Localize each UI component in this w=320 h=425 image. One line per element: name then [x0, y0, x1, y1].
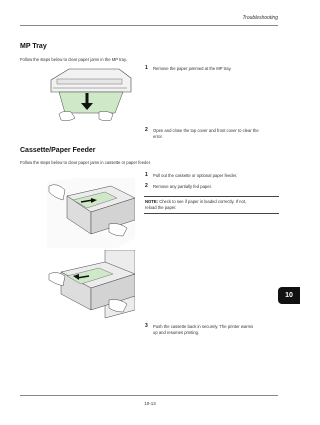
note-bottom-rule: [144, 213, 279, 214]
paper-feeder-figure: [47, 250, 135, 318]
mp-step-1-number: 1: [145, 65, 148, 71]
mp-tray-intro: Follow the steps below to clear paper jams in the MP tray.: [20, 57, 127, 62]
header-rule: [20, 25, 278, 26]
cassette-step-3-text-line1: Push the cassette back in securely. The printer warms: [153, 324, 254, 329]
running-header: Troubleshooting: [242, 15, 278, 21]
cassette-pull-figure: [47, 178, 135, 248]
cassette-heading: Cassette/Paper Feeder: [20, 147, 96, 154]
cassette-intro: Follow the steps below to clear paper jams in cassette or paper feeder.: [20, 160, 152, 165]
note-line1: [145, 199, 246, 204]
note-text-line2: reload the paper.: [145, 205, 177, 210]
chapter-tab-label: 10: [285, 292, 293, 299]
mp-step-1-text: Remove the paper jammed at the MP tray.: [153, 66, 232, 71]
mp-tray-jam-figure: [47, 66, 134, 124]
mp-step-2-text-line1: Open and close the top cover and front cover to clear the: [153, 128, 259, 133]
note-text-line1: Check to see if paper is loaded correctly. If not,: [158, 199, 247, 204]
mp-tray-illustration: [47, 66, 134, 124]
cassette-step-3-text-line2: up and resumes printing.: [153, 330, 200, 335]
note-label: NOTE:: [145, 199, 159, 204]
mp-step-2-number: 2: [145, 127, 148, 133]
paper-feeder-illustration: [47, 250, 135, 318]
note-top-rule: [144, 196, 279, 197]
cassette-step-3-number: 3: [145, 323, 148, 329]
cassette-step-2-text: Remove any partially fed paper.: [153, 184, 212, 189]
cassette-step-1-text: Pull out the cassette or optional paper feeder.: [153, 173, 238, 178]
page-number: 10-13: [144, 401, 156, 406]
chapter-tab[interactable]: [278, 287, 300, 304]
cassette-step-1-number: 1: [145, 172, 148, 178]
cassette-step-2-number: 2: [145, 183, 148, 189]
cassette-pull-illustration: [47, 178, 135, 248]
mp-step-2-text-line2: error.: [153, 134, 163, 139]
footer-rule: [20, 395, 278, 396]
mp-tray-heading: MP Tray: [20, 43, 47, 50]
